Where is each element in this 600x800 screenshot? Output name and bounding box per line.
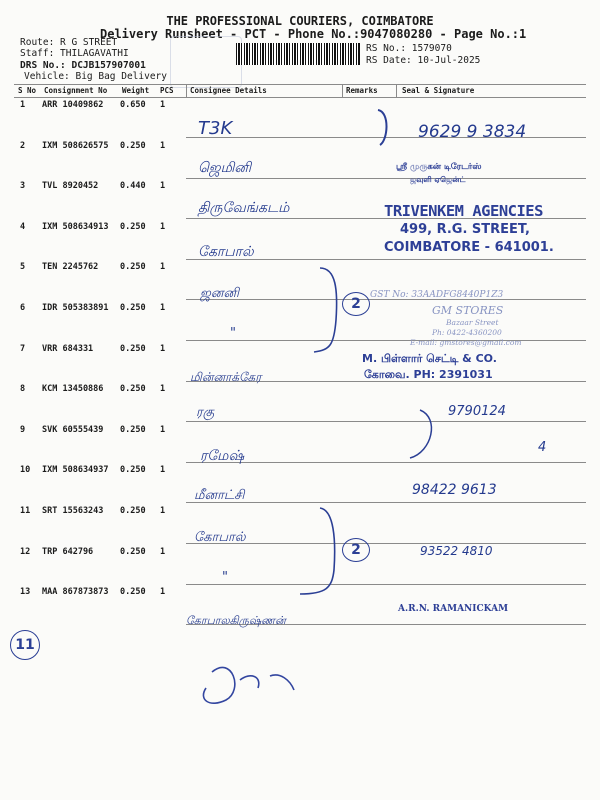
stamp-gm-phone: Ph: 0422-4360200 xyxy=(432,328,502,337)
row-pcs: 1 xyxy=(160,181,166,191)
row-weight: 0.250 xyxy=(120,303,146,313)
stamp-gst-number: GST No: 33AADFG8440P1Z3 xyxy=(370,290,504,300)
row-pcs: 1 xyxy=(160,262,166,272)
row-consignment-no: ARR 10409862 xyxy=(42,100,104,110)
consignee-hand-4: கோபால் xyxy=(198,244,254,260)
consignee-hand-11: கோபால் xyxy=(194,530,246,545)
consignee-hand-13: கோபாலகிருஷ்ணன் xyxy=(186,614,286,627)
row-consignment-no: TVL 8920452 xyxy=(42,181,99,191)
row-pcs: 1 xyxy=(160,344,166,354)
stamp-chettiar-phone: கோவை. PH: 2391031 xyxy=(364,368,493,381)
row-sno: 7 xyxy=(20,344,26,354)
row-consignment-no: MAA 867873873 xyxy=(42,587,109,597)
col-sno: S No xyxy=(18,86,37,95)
row-sno: 4 xyxy=(20,222,26,232)
stamp-trivenkem-address: 499, R.G. STREET, xyxy=(400,222,530,237)
row-sno: 2 xyxy=(20,141,26,151)
total-count-circle: 11 xyxy=(10,630,40,660)
row-consignment-no: SRT 15563243 xyxy=(42,506,104,516)
rs-date: RS Date: 10-Jul-2025 xyxy=(366,55,481,66)
consignee-hand-1: T3K xyxy=(198,118,233,139)
consignee-hand-10: மீனாட்சி xyxy=(194,488,245,503)
stamp-ar-ramanickam: A.R.N. RAMANICKAM xyxy=(398,604,509,614)
stamp-gm-stores: GM STORES xyxy=(432,304,504,317)
staff-label: Staff: THILAGAVATHI xyxy=(20,48,129,59)
consignee-hand-7: மின்னாக்கேர xyxy=(190,370,262,384)
row-weight: 0.250 xyxy=(120,262,146,272)
consignee-hand-5: ஜனனி xyxy=(200,286,239,301)
row-sno: 12 xyxy=(20,547,31,557)
row-sno: 5 xyxy=(20,262,26,272)
stamp-gm-address: Bazaar Street xyxy=(446,318,499,327)
row-weight: 0.250 xyxy=(120,141,146,151)
signature-phone-10: 98422 9613 xyxy=(412,482,497,498)
row-pcs: 1 xyxy=(160,547,166,557)
row-sno: 9 xyxy=(20,425,26,435)
row-weight: 0.250 xyxy=(120,465,146,475)
signature-phone-1: 9629 9 3834 xyxy=(418,122,527,142)
row-sno: 8 xyxy=(20,384,26,394)
row-weight: 0.250 xyxy=(120,547,146,557)
row-sno: 6 xyxy=(20,303,26,313)
row-sno: 11 xyxy=(20,506,31,516)
remark-circle-b: 2 xyxy=(342,538,370,562)
col-pcs: PCS xyxy=(160,86,174,95)
row-weight: 0.250 xyxy=(120,222,146,232)
stamp-gm-email: E-mail: gmstores@gmail.com xyxy=(410,338,522,347)
row-consignment-no: IXM 508626575 xyxy=(42,141,109,151)
row-pcs: 1 xyxy=(160,141,166,151)
stamp-trivenkem-city: COIMBATORE - 641001. xyxy=(384,240,554,255)
signature-phone-8: 9790124 xyxy=(448,404,506,419)
col-seal: Seal & Signature xyxy=(402,86,475,95)
row-weight: 0.250 xyxy=(120,384,146,394)
col-consignment: Consignment No xyxy=(44,86,108,95)
consignee-hand-6: " xyxy=(230,326,236,341)
row-pcs: 1 xyxy=(160,506,166,516)
consignee-hand-2: ஜெமினி xyxy=(198,160,252,176)
rs-number: RS No.: 1579070 xyxy=(366,43,452,54)
row-consignment-no: KCM 13450886 xyxy=(42,384,104,394)
remark-circle-a: 2 xyxy=(342,292,370,316)
stamp-murugan-line2: ஜவுளி ஏஜென்ட் xyxy=(410,175,466,184)
col-consignee: Consignee Details xyxy=(190,86,267,95)
stamp-trivenkem: TRIVENKEM AGENCIES xyxy=(384,202,543,220)
vehicle-label: Vehicle: Big Bag Delivery xyxy=(24,71,167,82)
row-consignment-no: IXM 508634937 xyxy=(42,465,109,475)
row-consignment-no: TRP 642796 xyxy=(42,547,94,557)
row-pcs: 1 xyxy=(160,425,166,435)
row-consignment-no: IXM 508634913 xyxy=(42,222,109,232)
signature-mark-9: 4 xyxy=(538,440,547,455)
row-consignment-no: TEN 2245762 xyxy=(42,262,99,272)
row-weight: 0.650 xyxy=(120,100,146,110)
row-sno: 3 xyxy=(20,181,26,191)
route-label: Route: R G STREET xyxy=(20,37,118,48)
row-pcs: 1 xyxy=(160,587,166,597)
stamp-chettiar: M. பிள்ளார் செட்டி & CO. xyxy=(362,352,497,365)
row-sno: 1 xyxy=(20,100,26,110)
row-pcs: 1 xyxy=(160,465,166,475)
row-pcs: 1 xyxy=(160,100,166,110)
row-weight: 0.250 xyxy=(120,425,146,435)
signature-phone-11: 93522 4810 xyxy=(420,544,493,558)
document-subtitle: Delivery Runsheet - PCT - Phone No.:9047080280 - Page No.:1 xyxy=(100,27,527,41)
row-weight: 0.250 xyxy=(120,344,146,354)
row-weight: 0.250 xyxy=(120,506,146,516)
stamp-murugan-traders: ஸ்ரீ முருகன் டிரேடர்ஸ் xyxy=(396,162,482,172)
row-pcs: 1 xyxy=(160,384,166,394)
row-pcs: 1 xyxy=(160,303,166,313)
col-remarks: Remarks xyxy=(346,86,378,95)
row-consignment-no: SVK 60555439 xyxy=(42,425,104,435)
row-pcs: 1 xyxy=(160,222,166,232)
row-consignment-no: VRR 684331 xyxy=(42,344,94,354)
col-weight: Weight xyxy=(122,86,150,95)
row-sno: 13 xyxy=(20,587,31,597)
row-consignment-no: IDR 505383891 xyxy=(42,303,109,313)
consignee-hand-12: " xyxy=(222,570,228,585)
row-weight: 0.440 xyxy=(120,181,146,191)
row-sno: 10 xyxy=(20,465,31,475)
consignee-hand-3: திருவேங்கடம் xyxy=(198,200,290,216)
document-title: THE PROFESSIONAL COURIERS, COIMBATORE xyxy=(166,14,434,28)
consignee-hand-9: ரமேஷ் xyxy=(200,448,245,464)
consignee-hand-8: ரகு xyxy=(196,405,215,420)
row-weight: 0.250 xyxy=(120,587,146,597)
drs-number: DRS No.: DCJB157907001 xyxy=(20,60,146,71)
